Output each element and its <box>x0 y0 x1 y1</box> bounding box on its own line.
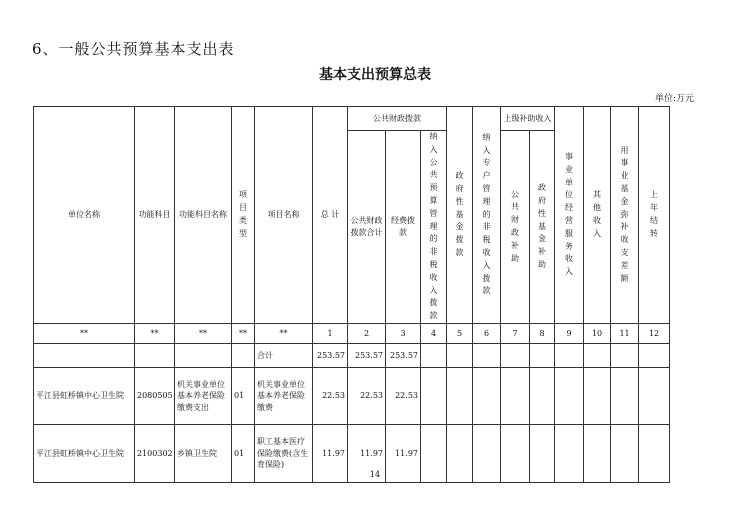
table-row <box>34 367 670 424</box>
index-cell: 7 <box>501 323 530 343</box>
row-total: 11.97 <box>313 424 348 482</box>
header-public-fiscal: 公共财政拨款 <box>348 107 447 131</box>
row-func-name: 乡镇卫生院 <box>175 424 232 482</box>
header-sup-gov <box>530 131 555 324</box>
header-func-name: 功能科目名称 <box>175 107 232 324</box>
header-sup-public-text: 公共财政补助 <box>511 189 520 263</box>
total-value: 253.57 <box>313 343 348 367</box>
index-cell: 8 <box>530 323 555 343</box>
index-cell: ** <box>34 323 135 343</box>
row-func-code: 2100302 <box>135 424 175 482</box>
total-pf-funds: 253.57 <box>386 343 421 367</box>
row-unit-name: 平江县虹桥镇中心卫生院 <box>34 367 135 424</box>
row-func-name: 机关事业单位基本养老保险缴费支出 <box>175 367 232 424</box>
row-item-name: 职工基本医疗保险缴费(含生育保险) <box>255 424 313 482</box>
index-cell: 11 <box>611 323 639 343</box>
row-total: 22.53 <box>313 367 348 424</box>
index-cell: 9 <box>555 323 584 343</box>
index-cell: ** <box>135 323 175 343</box>
header-pf-nontax <box>421 131 447 324</box>
header-item-name: 项目名称 <box>255 107 313 324</box>
index-cell: 4 <box>421 323 447 343</box>
unit-label: 单位:万元 <box>654 94 694 104</box>
header-pf-nontax-text: 纳入公共预算管理的非税收入拨款 <box>429 132 438 321</box>
table-title: 基本支出预算总表 <box>319 67 431 83</box>
index-cell: ** <box>232 323 255 343</box>
header-carryover <box>639 107 670 324</box>
index-cell: 5 <box>447 323 473 343</box>
index-cell: 1 <box>313 323 348 343</box>
row-func-code: 2080505 <box>135 367 175 424</box>
header-superior: 上级补助收入 <box>501 107 555 131</box>
header-item-type <box>232 107 255 324</box>
header-sup-gov-text: 政府性基金补助 <box>538 183 547 269</box>
header-gov-fund-text: 政府性基金拨款 <box>455 171 464 257</box>
row-pf-funds: 22.53 <box>386 367 421 424</box>
header-nontax-special-text: 纳入专户管理的非税收入拨款 <box>482 132 491 296</box>
row-item-type: 01 <box>232 367 255 424</box>
section-heading: 6、一般公共预算基本支出表 <box>32 40 235 58</box>
row-pf-total: 11.97 <box>348 424 386 482</box>
header-business-income <box>555 107 584 324</box>
index-cell: 10 <box>584 323 611 343</box>
header-other-income <box>584 107 611 324</box>
header-fund-balance <box>611 107 639 324</box>
header-unit-name: 单位名称 <box>34 107 135 324</box>
index-cell: 3 <box>386 323 421 343</box>
total-row <box>34 343 670 367</box>
row-pf-total: 22.53 <box>348 367 386 424</box>
header-nontax-special <box>473 107 501 324</box>
row-item-name: 机关事业单位基本养老保险缴费 <box>255 367 313 424</box>
index-cell: ** <box>255 323 313 343</box>
page-number: 14 <box>369 470 381 479</box>
row-pf-funds: 11.97 <box>386 424 421 482</box>
header-item-type-text: 项目类型 <box>239 190 247 238</box>
total-pf-total: 253.57 <box>348 343 386 367</box>
header-pf-total: 公共财政拨款合计 <box>348 131 386 324</box>
index-cell: ** <box>175 323 232 343</box>
index-cell: 2 <box>348 323 386 343</box>
index-cell: 6 <box>473 323 501 343</box>
budget-table <box>33 106 670 483</box>
header-business-income-text: 事业单位经营服务收入 <box>565 151 574 277</box>
header-sup-public <box>501 131 530 324</box>
total-label: 合计 <box>255 343 313 367</box>
header-other-income-text: 其他收入 <box>593 190 602 238</box>
header-carryover-text: 上年结转 <box>650 190 659 238</box>
header-gov-fund <box>447 107 473 324</box>
header-pf-funds: 经费拨款 <box>386 131 421 324</box>
header-func-code: 功能科目 <box>135 107 175 324</box>
row-item-type: 01 <box>232 424 255 482</box>
header-fund-balance-text: 用事业基金弥补收支差额 <box>620 145 629 283</box>
header-total: 总 计 <box>313 107 348 324</box>
row-unit-name: 平江县虹桥镇中心卫生院 <box>34 424 135 482</box>
index-row <box>34 323 670 343</box>
index-cell: 12 <box>639 323 670 343</box>
